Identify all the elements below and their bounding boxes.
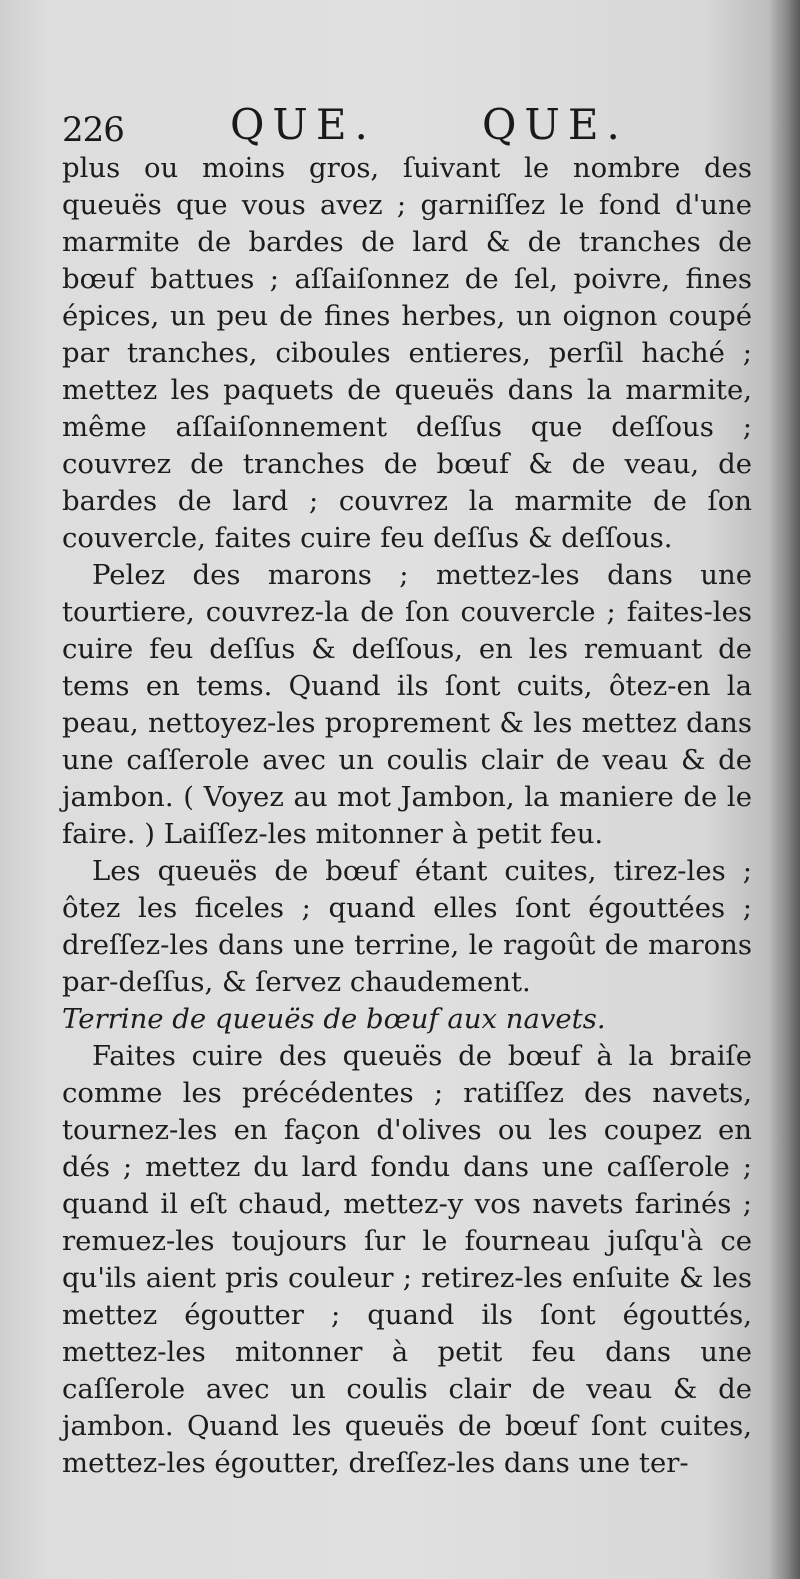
page-number: 226 xyxy=(62,110,124,150)
section-title: Terrine de queuës de bœuf aux navets. xyxy=(62,1003,606,1035)
paragraph-serving: Les queuës de bœuf étant cuites, tirez-les ; ôtez les ficeles ; quand elles ſont égouttées ; dreſſez-les dans une terrine, le ragoût de marons par-deſſus, & ſervez chaudement. xyxy=(62,855,752,998)
page-edge-shadow xyxy=(770,0,800,1579)
paragraph-marons: Pelez des marons ; mettez-les dans une tourtiere, couvrez-la de ſon couvercle ; faites-les cuire feu deſſus & deſſous, en les remuant de tems en tems. Quand ils ſont cuits, ôtez-en la peau, nettoyez-les proprement & les mettez dans une caſſerole avec un coulis clair de veau & de jambon. ( Voyez au mot Jambon, la maniere de le faire. ) Laiſſez-les mitonner à petit feu. xyxy=(62,559,752,850)
paragraph-continued: plus ou moins gros, ſuivant le nombre des queuës que vous avez ; garniſſez le fond d'une marmite de bardes de lard & de tranches de bœuf battues ; aſſaiſonnez de ſel, poivre, fines épices, un peu de fines herbes, un oignon coupé par tranches, ciboules entieres, perſil haché ; mettez les paquets de queuës dans la marmite, même aſſaiſonnement deſſus que deſſous ; couvrez de tranches de bœuf & de veau, de bardes de lard ; couvrez la marmite de ſon couvercle, faites cuire feu deſſus & deſſous. xyxy=(62,152,752,554)
running-head-left: QUE. xyxy=(230,100,376,149)
body-text xyxy=(62,150,752,1482)
paragraph-navets: Faites cuire des queuës de bœuf à la braiſe comme les précédentes ; ratiſſez des navets, tournez-les en façon d'olives ou les coupez en dés ; mettez du lard fondu dans une caſſerole ; quand il eſt chaud, mettez-y vos navets farinés ; remuez-les toujours ſur le fourneau juſqu'à ce qu'ils aient pris couleur ; retirez-les enſuite & les mettez égoutter ; quand ils ſont égouttés, mettez-les mitonner à petit feu dans une caſſerole avec un coulis clair de veau & de jambon. Quand les queuës de bœuf ſont cuites, mettez-les égoutter, dreſſez-les dans une ter- xyxy=(62,1040,752,1479)
running-header xyxy=(62,100,662,154)
running-head-right: QUE. xyxy=(482,100,628,149)
